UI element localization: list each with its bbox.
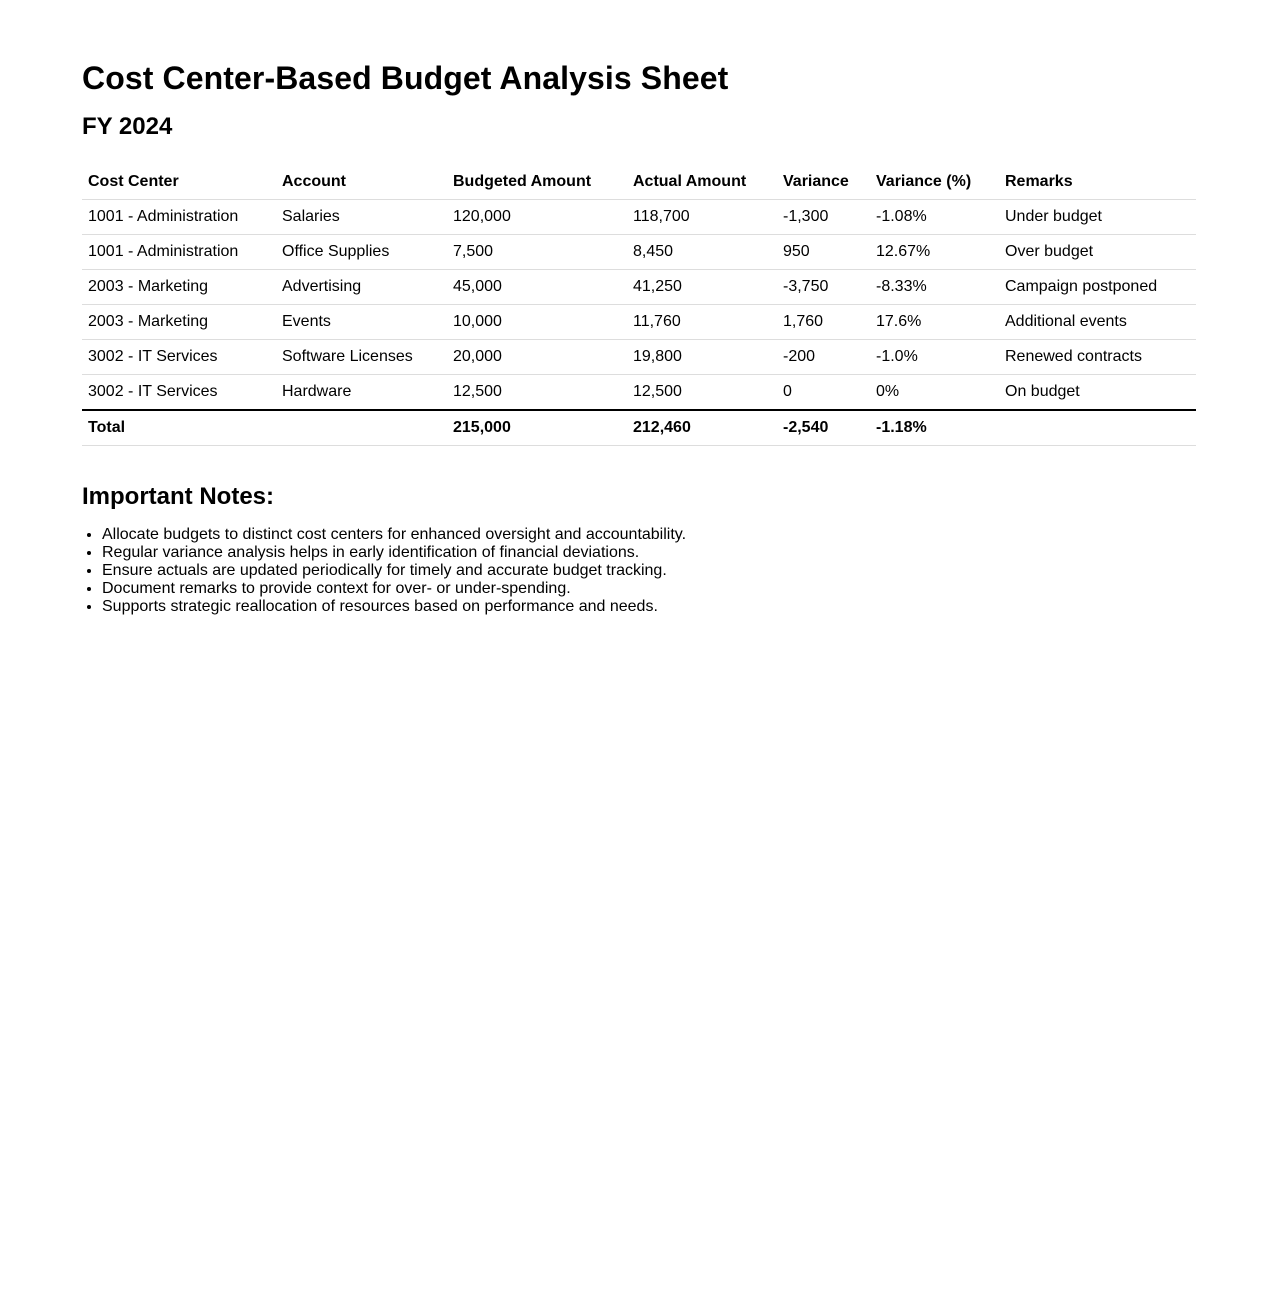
total-label: Total [82,410,276,446]
cell-account: Hardware [276,375,447,411]
cell-account: Software Licenses [276,340,447,375]
cell-cost-center: 1001 - Administration [82,200,276,235]
cell-variance-pct: 17.6% [870,305,999,340]
cell-budgeted-amount: 45,000 [447,270,627,305]
total-actual-amount: 212,460 [627,410,777,446]
header-remarks: Remarks [999,164,1196,200]
cell-actual-amount: 118,700 [627,200,777,235]
cell-variance: -3,750 [777,270,870,305]
total-remarks-empty [999,410,1196,446]
header-variance-pct: Variance (%) [870,164,999,200]
cell-variance: 950 [777,235,870,270]
cell-variance-pct: 12.67% [870,235,999,270]
cell-variance-pct: -1.08% [870,200,999,235]
cell-cost-center: 3002 - IT Services [82,340,276,375]
table-row [82,270,1196,305]
header-variance: Variance [777,164,870,200]
cell-budgeted-amount: 20,000 [447,340,627,375]
cell-account: Advertising [276,270,447,305]
table-header-row [82,164,1196,200]
cell-variance-pct: 0% [870,375,999,411]
notes-heading: Important Notes: [82,483,274,510]
cell-variance-pct: -8.33% [870,270,999,305]
cell-remarks: Renewed contracts [999,340,1196,375]
cell-actual-amount: 41,250 [627,270,777,305]
cell-cost-center: 2003 - Marketing [82,270,276,305]
list-item: • Supports strategic reallocation of resources based on performance and needs. [102,598,1196,616]
cell-account: Salaries [276,200,447,235]
cell-variance: 0 [777,375,870,411]
cell-variance: -200 [777,340,870,375]
budget-table [82,164,1196,446]
cell-actual-amount: 12,500 [627,375,777,411]
table-row [82,305,1196,340]
total-account-empty [276,410,447,446]
page-title: Cost Center-Based Budget Analysis Sheet [82,60,729,96]
cell-remarks: Under budget [999,200,1196,235]
cell-budgeted-amount: 120,000 [447,200,627,235]
cell-variance: -1,300 [777,200,870,235]
cell-cost-center: 3002 - IT Services [82,375,276,411]
cell-remarks: Campaign postponed [999,270,1196,305]
list-item: • Allocate budgets to distinct cost centers for enhanced oversight and accountability. [102,526,1196,544]
table-row [82,375,1196,411]
cell-variance: 1,760 [777,305,870,340]
total-budgeted-amount: 215,000 [447,410,627,446]
cell-budgeted-amount: 7,500 [447,235,627,270]
table-row [82,200,1196,235]
list-item: • Regular variance analysis helps in early identification of financial deviations. [102,544,1196,562]
cell-actual-amount: 8,450 [627,235,777,270]
fiscal-year-subtitle: FY 2024 [82,113,173,140]
cell-cost-center: 2003 - Marketing [82,305,276,340]
cell-budgeted-amount: 10,000 [447,305,627,340]
cell-remarks: Over budget [999,235,1196,270]
list-item: • Document remarks to provide context for over- or under-spending. [102,580,1196,598]
total-variance-pct: -1.18% [870,410,999,446]
header-cost-center: Cost Center [82,164,276,200]
cell-remarks: On budget [999,375,1196,411]
cell-actual-amount: 11,760 [627,305,777,340]
cell-remarks: Additional events [999,305,1196,340]
cell-cost-center: 1001 - Administration [82,235,276,270]
cell-actual-amount: 19,800 [627,340,777,375]
header-actual-amount: Actual Amount [627,164,777,200]
table-row [82,340,1196,375]
cell-account: Events [276,305,447,340]
cell-account: Office Supplies [276,235,447,270]
header-budgeted-amount: Budgeted Amount [447,164,627,200]
notes-list [82,526,1196,616]
cell-budgeted-amount: 12,500 [447,375,627,411]
table-total-row [82,410,1196,446]
cell-variance-pct: -1.0% [870,340,999,375]
list-item: • Ensure actuals are updated periodically for timely and accurate budget tracking. [102,562,1196,580]
document-page [0,0,1278,616]
header-account: Account [276,164,447,200]
table-row [82,235,1196,270]
total-variance: -2,540 [777,410,870,446]
